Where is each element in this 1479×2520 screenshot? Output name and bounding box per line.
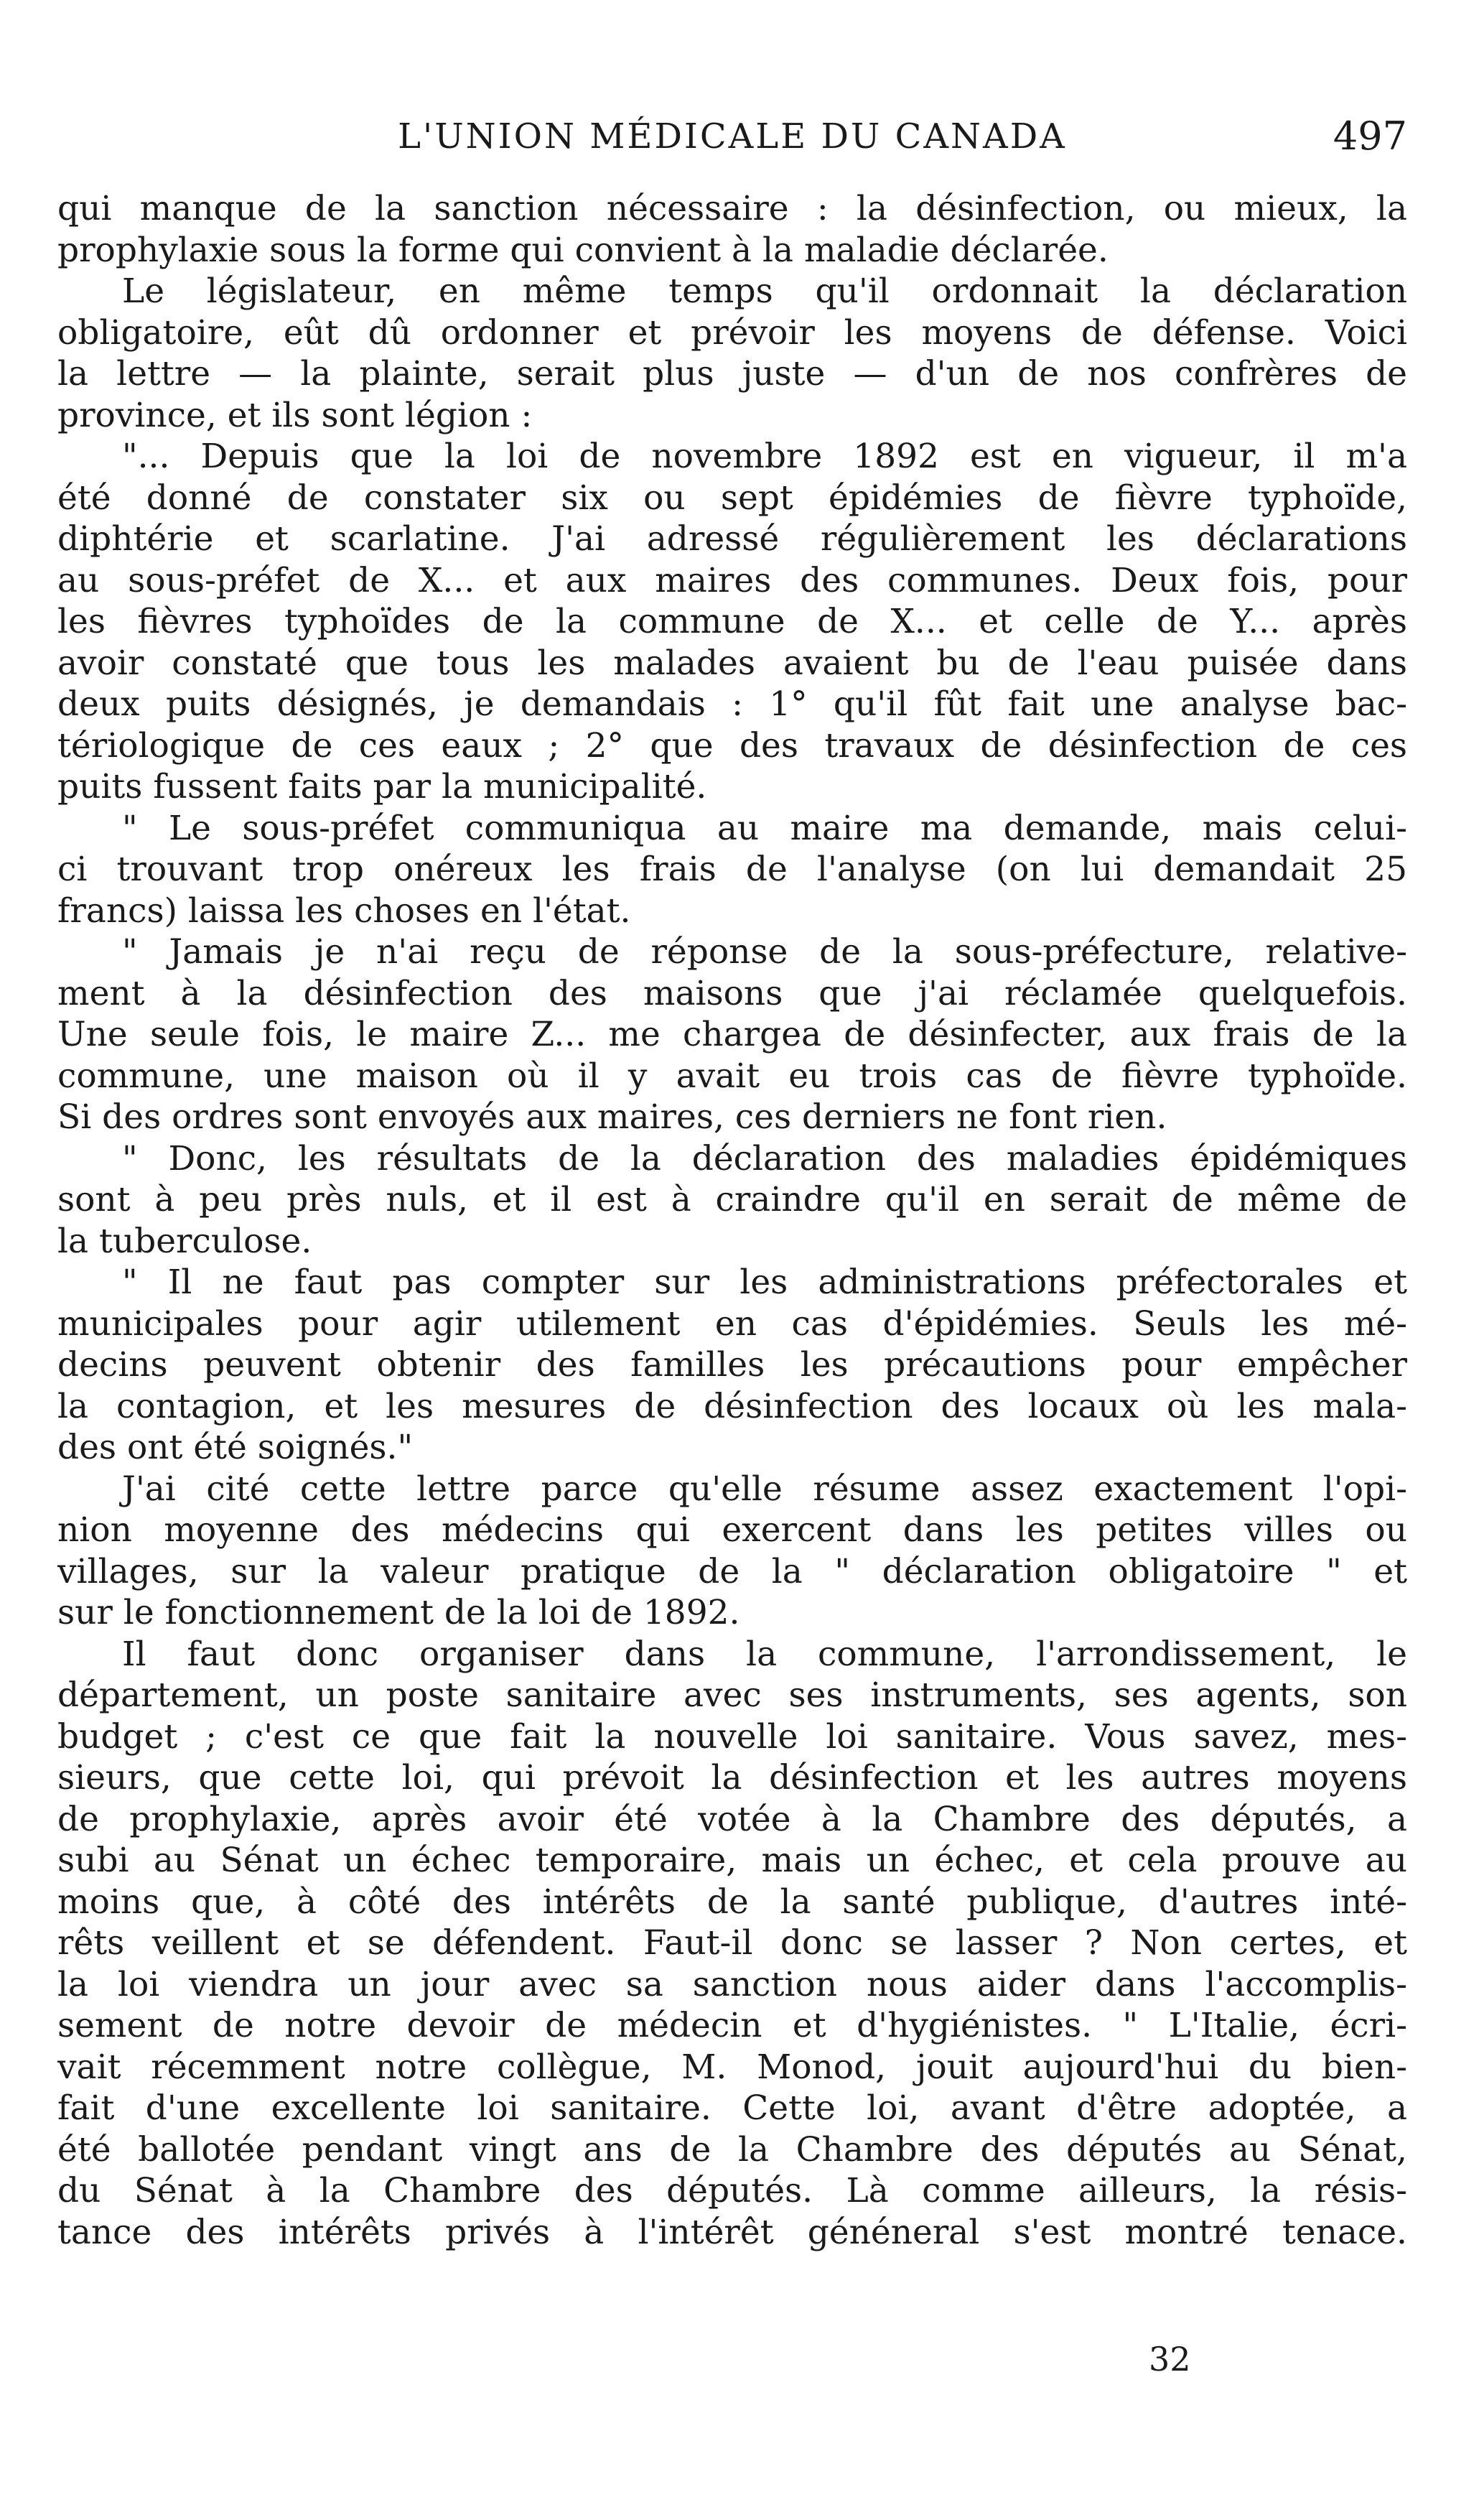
text-line: été donné de constater six ou sept épidémies de fièvre typhoïde, xyxy=(57,478,1407,518)
text-line: des ont été soignés." xyxy=(57,1428,414,1467)
text-line: "... Depuis que la loi de novembre 1892 est en vigueur, il m'a xyxy=(122,437,1407,476)
text-line: decins peuvent obtenir des familles les précautions pour empêcher xyxy=(57,1345,1407,1385)
text-line: rêts veillent et se défendent. Faut-il donc se lasser ? Non certes, et xyxy=(57,1923,1407,1963)
signature-mark: 32 xyxy=(1149,2340,1191,2379)
journal-title: L'UNION MÉDICALE DU CANADA xyxy=(398,116,1067,157)
text-line: la lettre — la plainte, serait plus juste — d'un de nos confrères de xyxy=(57,354,1407,394)
text-line: Si des ordres sont envoyés aux maires, ces derniers ne font rien. xyxy=(57,1097,1167,1137)
text-line: été ballotée pendant vingt ans de la Chambre des députés au Sénat, xyxy=(57,2129,1407,2170)
text-line: obligatoire, eût dû ordonner et prévoir les moyens de défense. Voici xyxy=(57,312,1407,353)
text-line: subi au Sénat un échec temporaire, mais un échec, et cela prouve au xyxy=(57,1841,1407,1880)
text-line: municipales pour agir utilement en cas d'épidémies. Seuls les mé- xyxy=(57,1303,1407,1344)
text-line: sieurs, que cette loi, qui prévoit la désinfection et les autres moyens xyxy=(57,1758,1407,1798)
text-line: moins que, à côté des intérêts de la santé publique, d'autres inté- xyxy=(57,1882,1407,1922)
text-line: budget ; c'est ce que fait la nouvelle loi sanitaire. Vous savez, mes- xyxy=(57,1716,1407,1757)
text-line: francs) laissa les choses en l'état. xyxy=(57,891,631,931)
text-line: " Jamais je n'ai reçu de réponse de la sous-préfecture, relative- xyxy=(122,932,1407,972)
text-line: " Le sous-préfet communiqua au maire ma demande, mais celui- xyxy=(122,808,1407,848)
page-number: 497 xyxy=(1333,113,1407,159)
text-line: vait récemment notre collègue, M. Monod, jouit aujourd'hui du bien- xyxy=(57,2047,1407,2087)
text-line: villages, sur la valeur pratique de la " déclaration obligatoire " et xyxy=(57,1551,1407,1591)
text-line: au sous-préfet de X... et aux maires des communes. Deux fois, pour xyxy=(57,560,1407,600)
text-line: J'ai cité cette lettre parce qu'elle résume assez exactement l'opi- xyxy=(122,1469,1407,1509)
text-line: nion moyenne des médecins qui exercent dans les petites villes ou xyxy=(57,1510,1407,1550)
text-line: ci trouvant trop onéreux les frais de l'analyse (on lui demandait 25 xyxy=(57,850,1407,889)
text-line: prophylaxie sous la forme qui convient à la maladie déclarée. xyxy=(57,230,1109,270)
text-line: Le législateur, en même temps qu'il ordonnait la déclaration xyxy=(122,271,1407,311)
text-line: sont à peu près nuls, et il est à craindre qu'il en serait de même de xyxy=(57,1180,1407,1219)
text-line: " Donc, les résultats de la déclaration des maladies épidémiques xyxy=(122,1138,1407,1178)
text-line: deux puits désignés, je demandais : 1° qu'il fût fait une analyse bac- xyxy=(57,684,1407,724)
text-line: du Sénat à la Chambre des députés. Là comme ailleurs, la résis- xyxy=(57,2171,1407,2210)
text-line: la contagion, et les mesures de désinfection des locaux où les mala- xyxy=(57,1386,1407,1426)
text-line: la loi viendra un jour avec sa sanction nous aider dans l'accomplis- xyxy=(57,1964,1407,2004)
text-line: province, et ils sont légion : xyxy=(57,395,533,435)
text-line: avoir constaté que tous les malades avaient bu de l'eau puisée dans xyxy=(57,643,1407,683)
text-line: la tuberculose. xyxy=(57,1221,312,1261)
text-line: puits fussent faits par la municipalité. xyxy=(57,767,707,806)
text-line: sement de notre devoir de médecin et d'hygiénistes. " L'Italie, écri- xyxy=(57,2006,1407,2045)
text-line: Une seule fois, le maire Z... me chargea de désinfecter, aux frais de la xyxy=(57,1015,1407,1054)
text-line: de prophylaxie, après avoir été votée à la Chambre des députés, a xyxy=(57,1799,1407,1839)
text-line: ment à la désinfection des maisons que j'ai réclamée quelquefois. xyxy=(57,973,1407,1013)
body-text xyxy=(57,188,1407,2253)
text-line: diphtérie et scarlatine. J'ai adressé régulièrement les déclarations xyxy=(57,519,1407,559)
running-head xyxy=(57,108,1407,165)
text-line: qui manque de la sanction nécessaire : la désinfection, ou mieux, la xyxy=(57,189,1407,228)
text-line: département, un poste sanitaire avec ses instruments, ses agents, son xyxy=(57,1675,1407,1715)
text-line: tériologique de ces eaux ; 2° que des travaux de désinfection de ces xyxy=(57,725,1407,766)
text-line: fait d'une excellente loi sanitaire. Cette loi, avant d'être adoptée, a xyxy=(57,2088,1407,2128)
text-line: " Il ne faut pas compter sur les administrations préfectorales et xyxy=(122,1263,1407,1302)
text-line: commune, une maison où il y avait eu trois cas de fièvre typhoïde. xyxy=(57,1056,1407,1096)
text-line: tance des intérêts privés à l'intérêt généneral s'est montré tenace. xyxy=(57,2212,1407,2252)
text-line: les fièvres typhoïdes de la commune de X... et celle de Y... après xyxy=(57,602,1407,641)
text-line: sur le fonctionnement de la loi de 1892. xyxy=(57,1593,740,1632)
text-line: Il faut donc organiser dans la commune, l'arrondissement, le xyxy=(122,1634,1407,1674)
